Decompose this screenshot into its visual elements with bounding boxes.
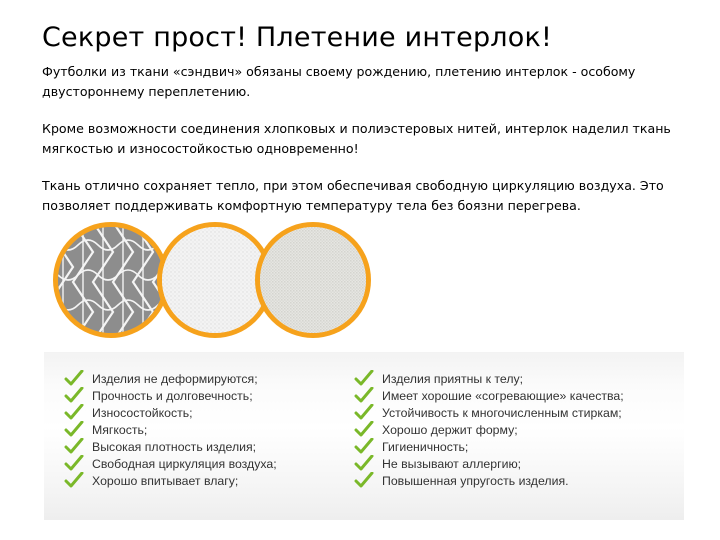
benefit-label: Мягкость; xyxy=(92,422,148,437)
benefit-item xyxy=(64,472,277,489)
benefit-item xyxy=(354,387,624,404)
benefit-label: Повышенная упругость изделия. xyxy=(382,473,569,488)
checkmark-icon xyxy=(64,387,84,404)
benefit-item xyxy=(64,421,277,438)
intro-paragraph: Футболки из ткани «сэндвич» обязаны своему рождению, плетению интерлок - особому двустороннему переплетению. xyxy=(42,64,636,99)
benefit-label: Хорошо впитывает влагу; xyxy=(92,473,239,488)
checkmark-icon xyxy=(64,370,84,387)
benefit-item xyxy=(354,438,624,455)
fabric-macro-texture-light-icon xyxy=(162,227,268,333)
benefit-item xyxy=(354,472,624,489)
checkmark-icon xyxy=(64,472,84,489)
benefit-label: Имеет хорошие «согревающие» качества; xyxy=(382,388,624,403)
benefit-label: Прочность и долговечность; xyxy=(92,388,253,403)
benefit-label: Устойчивость к многочисленным стиркам; xyxy=(382,405,622,420)
benefit-label: Хорошо держит форму; xyxy=(382,422,518,437)
benefit-label: Износостойкость; xyxy=(92,405,193,420)
benefit-item xyxy=(64,370,277,387)
knit-structure-diagram-icon xyxy=(58,227,164,333)
benefits-right-column xyxy=(354,370,624,489)
benefit-item xyxy=(354,370,624,387)
benefits-panel xyxy=(44,352,684,520)
benefit-item xyxy=(64,455,277,472)
benefit-label: Изделия не деформируются; xyxy=(92,371,258,386)
page-title: Секрет прост! Плетение интерлок! xyxy=(42,22,553,53)
benefit-item xyxy=(64,387,277,404)
checkmark-icon xyxy=(354,404,374,421)
benefit-item xyxy=(354,421,624,438)
benefit-label: Изделия приятны к телу; xyxy=(382,371,524,386)
checkmark-icon xyxy=(354,455,374,472)
checkmark-icon xyxy=(64,404,84,421)
knit-structure-image xyxy=(53,222,169,338)
checkmark-icon xyxy=(354,438,374,455)
checkmark-icon xyxy=(64,455,84,472)
checkmark-icon xyxy=(354,387,374,404)
benefit-item xyxy=(354,404,624,421)
checkmark-icon xyxy=(354,370,374,387)
checkmark-icon xyxy=(354,421,374,438)
softness-paragraph: Кроме возможности соединения хлопковых и полиэстеровых нитей, интерлок наделил ткань мягкостью и износостойкостью одновременно! xyxy=(42,121,671,156)
benefit-item xyxy=(354,455,624,472)
benefits-left-column xyxy=(64,370,277,489)
benefit-label: Свободная циркуляция воздуха; xyxy=(92,456,277,471)
benefit-item xyxy=(64,404,277,421)
benefit-label: Гигиеничность; xyxy=(382,439,469,454)
fabric-texture-grey-image xyxy=(255,222,371,338)
benefit-label: Высокая плотность изделия; xyxy=(92,439,257,454)
checkmark-icon xyxy=(64,421,84,438)
fabric-macro-texture-grey-icon xyxy=(260,227,366,333)
checkmark-icon xyxy=(354,472,374,489)
thermal-paragraph: Ткань отлично сохраняет тепло, при этом обеспечивая свободную циркуляцию воздуха. Это позволяет поддерживать комфортную температуру тела без боязни перегрева. xyxy=(42,178,664,213)
benefit-item xyxy=(64,438,277,455)
benefit-label: Не вызывают аллергию; xyxy=(382,456,522,471)
checkmark-icon xyxy=(64,438,84,455)
